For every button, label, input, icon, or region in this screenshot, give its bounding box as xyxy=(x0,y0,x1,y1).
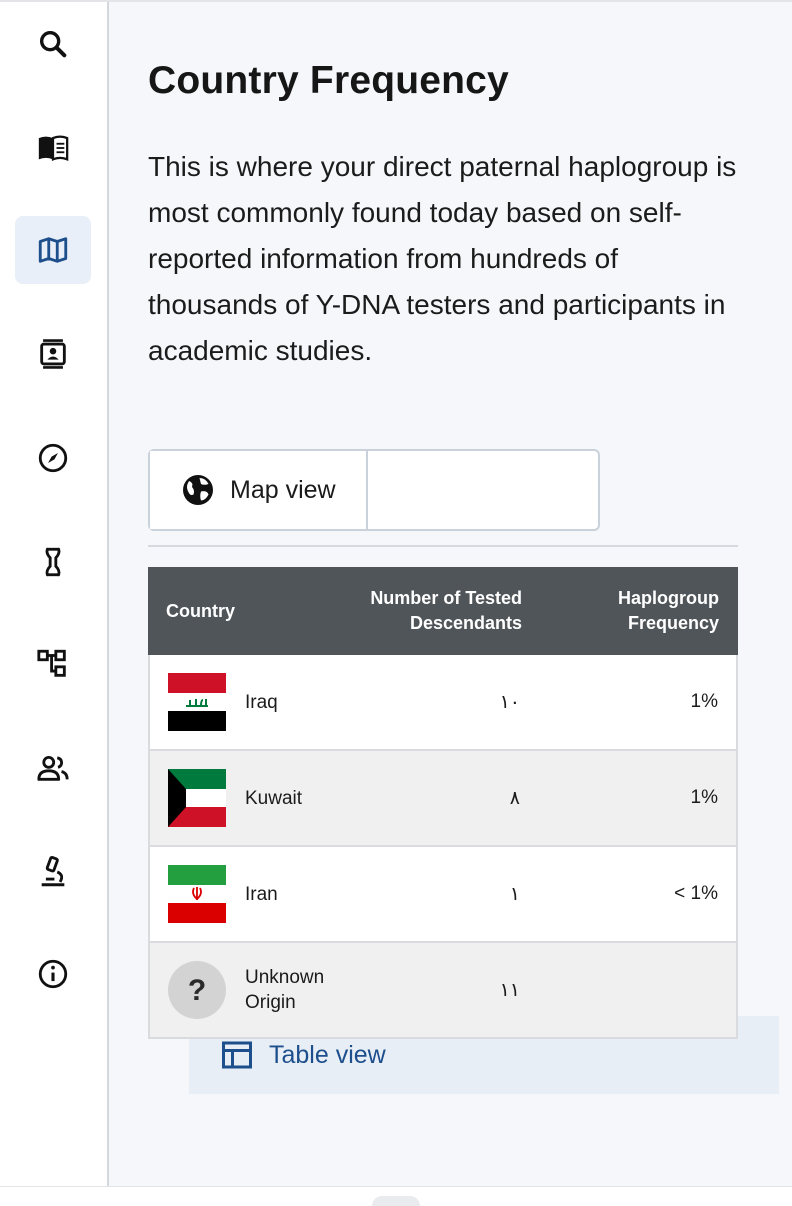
descendants-count: ٨ xyxy=(509,788,520,809)
svg-text:?: ? xyxy=(187,974,207,1007)
scroll-handle[interactable] xyxy=(372,1196,420,1206)
iraq-flag-icon xyxy=(168,673,226,731)
table-row xyxy=(148,943,738,1039)
map-view-label: Map view xyxy=(230,475,336,504)
table-row xyxy=(148,751,738,847)
dna-icon xyxy=(36,545,70,579)
haplogroup-frequency: < 1% xyxy=(674,883,718,904)
microscope-icon xyxy=(36,855,70,889)
country-frequency-table xyxy=(148,567,738,1039)
descendants-count: ١ xyxy=(509,884,520,905)
page-description: This is where your direct paternal haplogroup is most commonly found today based on self-reported information from hundreds of thousands of Y-DNA testers and participants in academic studies. xyxy=(148,151,737,366)
kuwait-flag-icon xyxy=(168,769,226,827)
page-title: Country Frequency xyxy=(148,59,509,102)
tree-icon xyxy=(36,647,70,681)
country-name: Iran xyxy=(245,883,278,905)
haplogroup-frequency: 1% xyxy=(690,691,718,712)
sidebar-item-profile-card[interactable] xyxy=(15,320,91,388)
country-name: Kuwait xyxy=(245,787,303,809)
haplogroup-frequency: 1% xyxy=(690,787,718,808)
sidebar-item-map[interactable] xyxy=(15,216,91,284)
people-icon xyxy=(36,751,70,785)
column-header-country[interactable]: Country xyxy=(166,601,235,621)
book-icon xyxy=(36,131,70,165)
map-view-button[interactable] xyxy=(150,451,368,529)
column-header-frequency[interactable]: Haplogroup Frequency xyxy=(618,588,719,633)
search-icon xyxy=(36,27,70,61)
country-name: Iraq xyxy=(245,691,278,713)
compass-icon xyxy=(36,441,70,475)
sidebar-item-people[interactable] xyxy=(15,734,91,802)
map-icon xyxy=(36,233,70,267)
descendants-count: ١١ xyxy=(499,980,520,1001)
divider xyxy=(148,545,738,547)
profile-card-icon xyxy=(36,337,70,371)
sidebar-nav xyxy=(0,2,109,1186)
sidebar-item-search[interactable] xyxy=(15,10,91,78)
main-content xyxy=(109,2,792,1186)
sidebar-item-info[interactable] xyxy=(15,940,91,1008)
country-name: Unknown Origin xyxy=(245,967,325,1013)
sidebar-item-microscope[interactable] xyxy=(15,838,91,906)
table-header xyxy=(148,567,738,655)
table-view-label: Table view xyxy=(269,1040,386,1069)
column-header-descendants[interactable]: Number of Tested Descendants xyxy=(370,588,522,633)
sidebar-item-book[interactable] xyxy=(15,114,91,182)
question-mark-icon xyxy=(168,961,226,1019)
sidebar-item-compass[interactable] xyxy=(15,424,91,492)
sidebar-item-tree[interactable] xyxy=(15,630,91,698)
iran-flag-icon xyxy=(168,865,226,923)
descendants-count: ١٠ xyxy=(499,692,520,713)
sidebar-item-dna[interactable] xyxy=(15,528,91,596)
table-row xyxy=(148,847,738,943)
table-row xyxy=(148,655,738,751)
table-icon xyxy=(219,1037,255,1073)
globe-icon xyxy=(180,472,216,508)
info-icon xyxy=(36,957,70,991)
